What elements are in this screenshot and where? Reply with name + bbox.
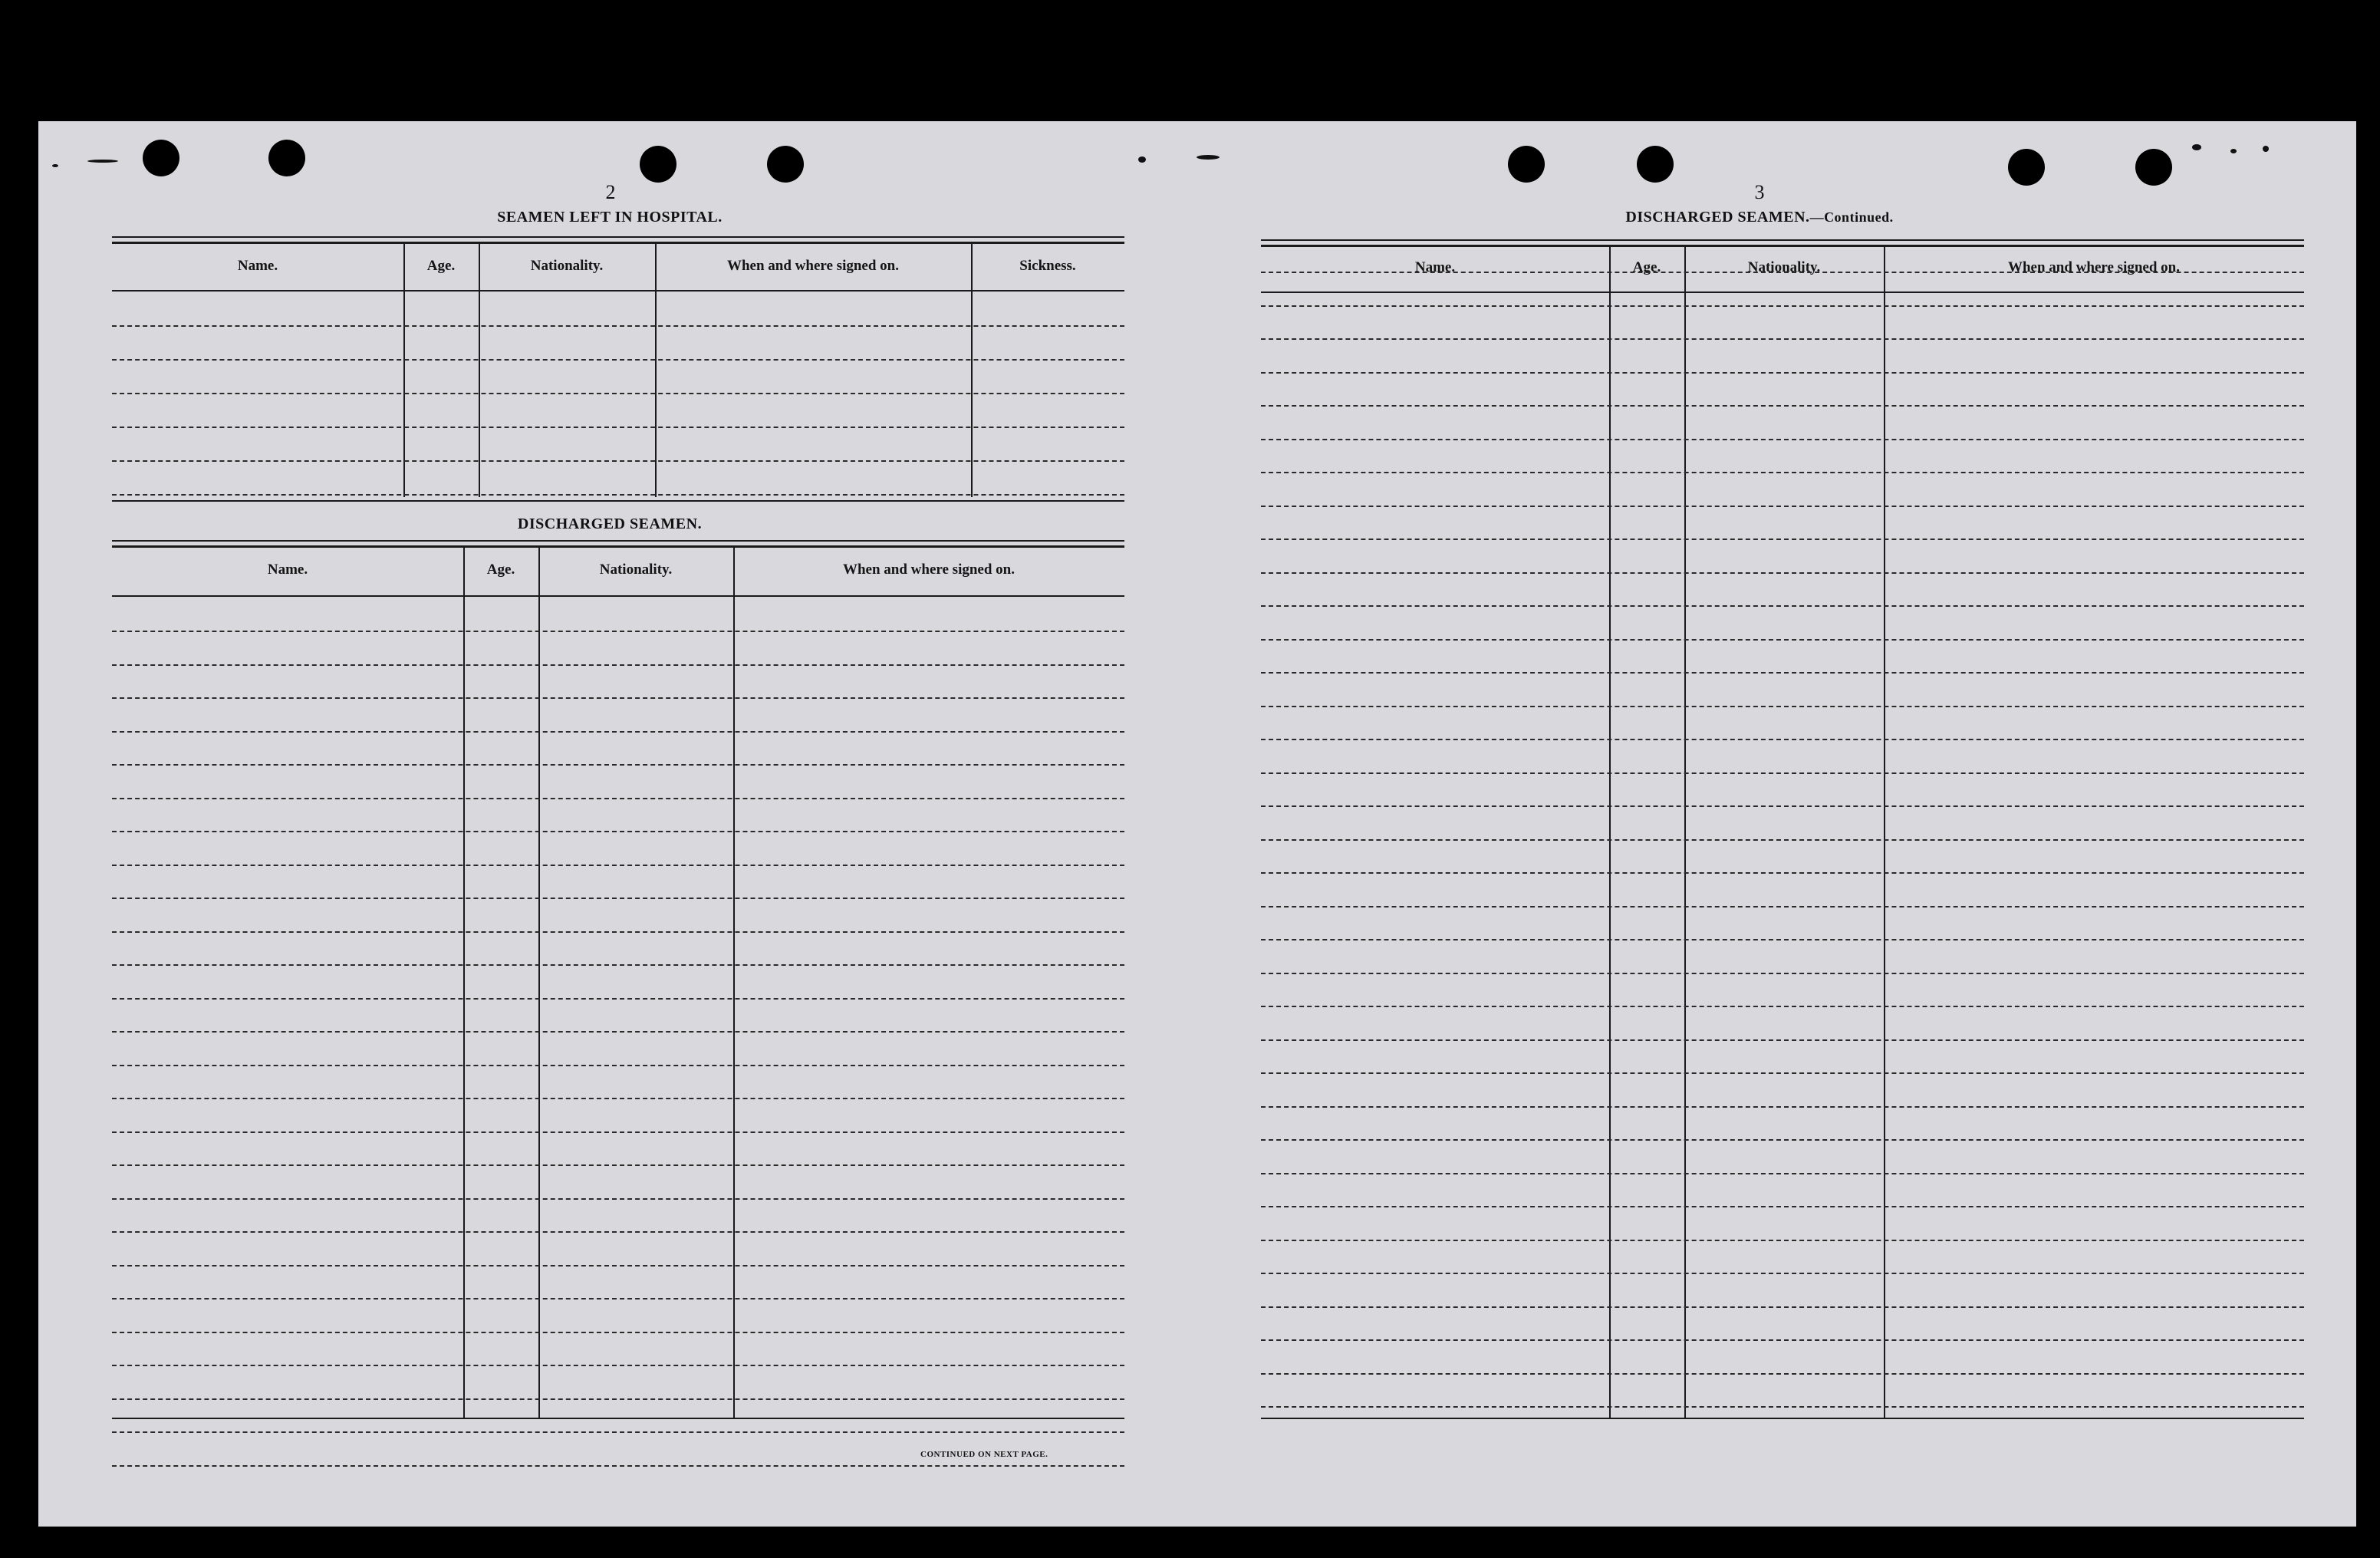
paper-speck (52, 164, 58, 167)
column-header-signed-on: When and where signed on. (842, 562, 1015, 578)
punch-hole (640, 146, 676, 183)
paper-speck (2263, 146, 2269, 152)
page-number-left: 2 (605, 181, 616, 203)
table-row[interactable] (1261, 1273, 2304, 1274)
form-sheet (38, 121, 2356, 1527)
table-row[interactable] (112, 460, 1124, 462)
table-row[interactable] (112, 1131, 1124, 1133)
table-row[interactable] (1261, 1240, 2304, 1241)
column-header-age: Age. (486, 562, 515, 578)
paper-speck (87, 160, 118, 163)
table-row[interactable] (1261, 805, 2304, 807)
punch-hole (1637, 146, 1674, 183)
table-row[interactable] (1261, 1306, 2304, 1308)
punch-hole (143, 140, 179, 176)
table-row[interactable] (1261, 272, 2304, 273)
column-header-name: Name. (267, 562, 308, 578)
table-row[interactable] (1261, 338, 2304, 340)
table-row[interactable] (1261, 1039, 2304, 1041)
table-row[interactable] (1261, 706, 2304, 707)
punch-hole (767, 146, 804, 183)
column-divider (479, 244, 480, 497)
column-header-name: Name. (237, 258, 278, 274)
paper-speck (1197, 155, 1220, 160)
discharged-continued-table (1261, 239, 2304, 1422)
table-row[interactable] (112, 697, 1124, 699)
table-row[interactable] (112, 664, 1124, 666)
table-row[interactable] (112, 1398, 1124, 1400)
table-row[interactable] (1261, 539, 2304, 540)
table-top-rule (112, 242, 1124, 244)
discharged-section-title: DISCHARGED SEAMEN. (517, 515, 703, 532)
column-divider (403, 244, 405, 497)
table-row[interactable] (1261, 639, 2304, 641)
column-header-nationality: Nationality. (1747, 259, 1821, 275)
table-row[interactable] (112, 1332, 1124, 1333)
table-row[interactable] (1261, 672, 2304, 674)
table-row[interactable] (112, 1431, 1124, 1433)
discharged-table (112, 540, 1124, 1422)
discharged-continued-title (1560, 209, 1959, 226)
punch-hole (2135, 149, 2172, 186)
table-row[interactable] (1261, 1206, 2304, 1207)
table-row[interactable] (112, 1164, 1124, 1166)
column-header-sickness: Sickness. (1019, 258, 1076, 274)
table-row[interactable] (112, 1465, 1124, 1467)
table-row[interactable] (112, 1198, 1124, 1200)
column-header-signed-on: When and where signed on. (2007, 259, 2180, 275)
table-row[interactable] (112, 964, 1124, 966)
table-row[interactable] (1261, 1139, 2304, 1141)
table-row[interactable] (112, 1031, 1124, 1033)
column-divider (655, 244, 657, 497)
table-row[interactable] (1261, 1373, 2304, 1375)
table-row[interactable] (112, 764, 1124, 766)
table-row[interactable] (112, 831, 1124, 832)
paper-speck (2192, 144, 2201, 150)
table-row[interactable] (1261, 772, 2304, 774)
hospital-table (112, 236, 1124, 508)
hospital-section-title: SEAMEN LEFT IN HOSPITAL. (497, 209, 723, 226)
column-divider (463, 548, 465, 1418)
table-row[interactable] (1261, 872, 2304, 874)
paper-speck (1138, 156, 1146, 163)
column-divider (538, 548, 540, 1418)
table-row[interactable] (1261, 839, 2304, 841)
discharged-continued-title-suffix: —Continued. (1809, 209, 1894, 225)
column-header-nationality: Nationality. (599, 562, 673, 578)
table-row[interactable] (112, 898, 1124, 899)
continued-footer-note: CONTINUED ON NEXT PAGE. (920, 1450, 1048, 1459)
table-row[interactable] (1261, 1339, 2304, 1341)
table-bottom-rule (112, 500, 1124, 502)
table-top-rule (112, 540, 1124, 542)
discharged-continued-title-text: DISCHARGED SEAMEN. (1625, 209, 1810, 226)
table-row[interactable] (1261, 906, 2304, 907)
table-top-rule (112, 236, 1124, 238)
table-row[interactable] (1261, 506, 2304, 507)
page-number-right: 3 (1754, 181, 1765, 203)
table-row[interactable] (1261, 372, 2304, 374)
table-top-rule (1261, 245, 2304, 247)
table-row[interactable] (112, 1065, 1124, 1066)
table-row[interactable] (1261, 1072, 2304, 1074)
column-header-age: Age. (426, 258, 456, 274)
table-row[interactable] (1261, 1106, 2304, 1108)
column-header-age: Age. (1632, 259, 1661, 275)
column-header-signed-on: When and where signed on. (726, 258, 899, 274)
column-header-name: Name. (1414, 259, 1456, 275)
table-row[interactable] (112, 1098, 1124, 1099)
table-row[interactable] (112, 998, 1124, 1000)
header-rule (112, 595, 1124, 597)
table-row[interactable] (1261, 1173, 2304, 1174)
table-row[interactable] (112, 631, 1124, 632)
table-row[interactable] (112, 325, 1124, 327)
table-row[interactable] (1261, 605, 2304, 607)
table-row[interactable] (112, 798, 1124, 799)
header-rule (1261, 292, 2304, 293)
header-rule (112, 290, 1124, 292)
table-row[interactable] (1261, 1006, 2304, 1007)
table-top-rule (112, 545, 1124, 548)
table-row[interactable] (1261, 572, 2304, 574)
table-row[interactable] (112, 1231, 1124, 1233)
table-row[interactable] (1261, 939, 2304, 940)
column-divider (971, 244, 973, 497)
table-bottom-rule (1261, 1418, 2304, 1419)
table-row[interactable] (1261, 739, 2304, 740)
table-row[interactable] (1261, 439, 2304, 440)
table-row[interactable] (112, 427, 1124, 428)
table-row[interactable] (112, 731, 1124, 733)
table-row[interactable] (112, 1298, 1124, 1299)
table-row[interactable] (1261, 305, 2304, 307)
table-top-rule (1261, 239, 2304, 241)
paper-speck (2230, 149, 2237, 153)
column-divider (1884, 247, 1885, 1418)
punch-hole (268, 140, 305, 176)
table-row[interactable] (1261, 472, 2304, 473)
table-row[interactable] (1261, 1406, 2304, 1408)
column-divider (1684, 247, 1686, 1418)
table-bottom-rule (112, 1418, 1124, 1419)
table-row[interactable] (112, 494, 1124, 496)
column-header-nationality: Nationality. (530, 258, 604, 274)
table-row[interactable] (112, 1265, 1124, 1266)
table-row[interactable] (1261, 405, 2304, 407)
table-row[interactable] (112, 393, 1124, 394)
column-divider (733, 548, 735, 1418)
table-row[interactable] (112, 359, 1124, 361)
punch-hole (1508, 146, 1545, 183)
punch-hole (2008, 149, 2045, 186)
table-row[interactable] (112, 865, 1124, 866)
table-row[interactable] (1261, 973, 2304, 974)
column-divider (1609, 247, 1611, 1418)
table-row[interactable] (112, 931, 1124, 933)
table-row[interactable] (112, 1365, 1124, 1366)
